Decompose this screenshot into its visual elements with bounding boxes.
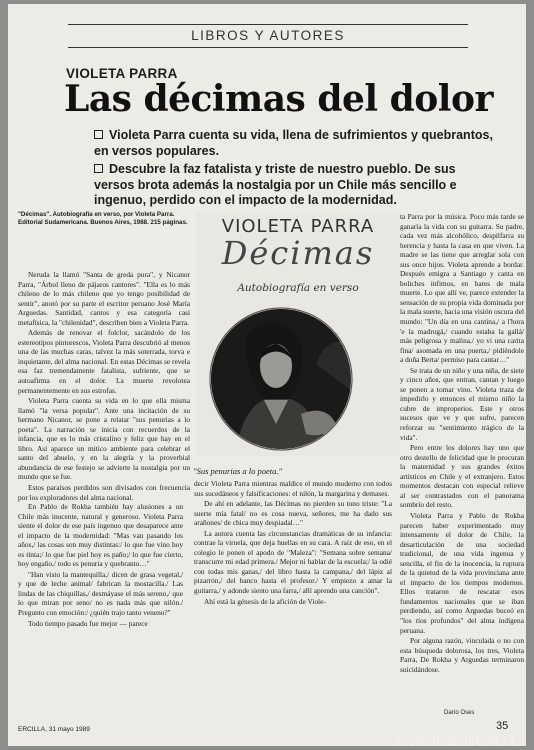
checkbox-bullet-icon xyxy=(94,164,103,173)
portrait-photo xyxy=(206,304,356,454)
paragraph: Neruda la llamó "Santa de greda pura", y Nicanor Parra, "Árbol lleno de pájaros cantores". "Ella es lo más chileno de lo más chileno que yo tengo posibilidad de sentir", anotó por su parte el escritor peruano José María Arguedas. Santidad, cantos y esa categoría casi metafísica, la "chilenidad", describen bien a Violeta Parra. xyxy=(18,270,190,327)
column-left-top xyxy=(18,270,190,503)
book-caption: "Décimas". Autobiografía en verso, por Violeta Parra. Editorial Sudamericana. Buenos Aires, 1988. 215 páginas. xyxy=(18,211,188,226)
checkbox-bullet-icon xyxy=(94,130,103,139)
magazine-page xyxy=(8,4,526,746)
paragraph: En Pablo de Rokha también hay alusiones a un Chile más inocente, natural y generoso. Violeta Parra siente el dolor de ese país ingenuo que desaparece ante el impacto de la modernidad: "Mas van pasando los años,/ las cosas son muy distintas:/ lo que fue vino hoy es tinta;/ lo que fue piel hoy es paño;/ lo que fue cierto, hoy engaño,/ todo es penuria y quebranto…" xyxy=(18,502,183,569)
headline: Las décimas del dolor xyxy=(64,78,493,120)
footer-publication: ERCILLA, 31 mayo 1989 xyxy=(18,726,90,733)
paragraph: Violeta Parra y Pablo de Rokha parecen haber experimentado muy intensamente el dolor de Chile, la desarticulación de una sociedad tradicional, de una vida ingenua y sencilla, el fin de la inocencia, la ruptura de la quietud de la vida provinciana ante el impacto de los tiempos modernos. Ellos trataron de rescatar esos fundamentos nacionales que se iban perdiendo, así como Arguedas buceó en "los ríos profundos" del alma indígena peruana. xyxy=(400,510,524,635)
dek-2 xyxy=(94,162,494,209)
dek-2-text: Descubre la faz fatalista y triste de nuestro pueblo. De sus versos brota además la nostalgia por un Chile más sencillo e ingenuo, perdido con el impacto de la modernidad. xyxy=(94,162,457,207)
paragraph: ta Parra por la música. Poco más tarde se ganaría la vida con su guitarra. Su padre, cada vez más alcohólico, despilfarra su herencia y hasta la casa en que viven. La madre se las tiene que arreglar sola con sus once hijos. Violeta aprende a bordar. Después emigra a Santiago y canta en boliches ínfimos, en bares de mala muerte. Lo que allí ve, parece extender la sensación de su propia vida dominada por la mala suerte, hacia una visión oscura del mundo: "Un día en una cantina,/ a l'hora 'e la madrugá,/ cuando estaba la gallá/ más peligrosa y malina,/ yo vi una carita fina/ asomada en una puerta,/ pidiéndole a doña Berta/ permiso para cantar…" xyxy=(400,212,524,365)
photo-caption: "Sus penurias a lo poeta." xyxy=(193,466,283,476)
paragraph: Todo tiempo pasado fue mejor — parece xyxy=(28,618,148,628)
book-cover-author: VIOLETA PARRA xyxy=(221,216,375,237)
kicker: VIOLETA PARRA xyxy=(66,66,178,81)
dek-1-text: Violeta Parra cuenta su vida, llena de sufrimientos y quebrantos, en versos populares. xyxy=(94,128,493,158)
watermark: memoriachilena.cl xyxy=(396,732,514,746)
paragraph: Pero entre los dolores hay uno que otro destello de felicidad que le procuran la maternidad y sus grandes éxitos artísticos en Chile y el extranjero. Estos momentos destacan con especial relieve al ser contrastados con el panorama sombrío del resto. xyxy=(400,443,524,510)
paragraph: Ahí está la génesis de la afición de Viole- xyxy=(204,596,326,606)
book-cover-title: Décimas xyxy=(221,234,375,272)
paragraph: De ahí en adelante, las Décimas no pierden su tono triste: "La suerte mía fatal/ no es cosa nueva, señores, me ha dado sus arañones/ de chica muy despiadal…" xyxy=(194,499,392,528)
paragraph: Violeta Parra cuenta su vida en lo que ella misma llamó "la versa popular". Ante una incitación de su hermano Nicanor, se pone a relatar "sus penurias a lo poeta". La narración se inicia con recuerdos de la infancia, que es lo más cristalino y feliz que hay en el libro. Así aparece un mitico ambiente para celebrar el santo del abuelo, y en la alegría y la proverbial abundancia de ese festejo se advierte la nostalgia por un mundo que se fue. xyxy=(18,396,190,482)
paragraph: "Han visto la mantequilla,/ dicen de grasa vegetal,/ y que de leche animal/ fabrican la mostacilla./ Las lindas de las chiquillas,/ desmáyase el más sereno,/ que lo que miran por seno/ no es nada más que nilón./ Pregunto con emoción:/ ¿quién trajo tanto veneno?" xyxy=(18,569,183,618)
author-signature: Darío Oses xyxy=(444,710,475,716)
paragraph: Se trata de un niño y una niña, de siete y cinco años, que entran, cantan y luego se ponen a tomar vino. Violeta traza de impedirlo y entonces el mismo niño la cubre de improperios. Este y otros sucesos que ve y que sufre, parecen reforzar su "sentimiento trágico de la vida". xyxy=(400,365,524,442)
paragraph: Estos paraísos perdidos son divisados con frecuencia por los exploradores del alma nacional. xyxy=(18,483,190,502)
dek-1 xyxy=(94,128,494,159)
column-middle xyxy=(194,479,392,607)
column-left xyxy=(18,502,183,629)
paragraph: Además de renovar el folclor, sacándolo de los estereotipos pintorescos, Violeta Parra descubrió al menos una de las muchas caras, talvez la más soterrada, torva e inquietante, del alma nacional. En estas Décimas se revela esa faz tremendamente fatalista, sufriente, que se autoafirma en el dolor. La muerte revolotea permanentemente en sus estrofas. xyxy=(18,328,190,395)
page-number: 35 xyxy=(496,720,509,732)
book-cover-subtitle: Autobiografía en verso xyxy=(237,282,359,294)
column-right xyxy=(400,212,524,675)
paragraph: decir Violeta Parra mientras maldice el mundo moderno con todos sus sucedáneos y falsificaciones: el nilón, la margarina y demases. xyxy=(194,479,392,498)
book-cover xyxy=(196,212,400,456)
section-header: LIBROS Y AUTORES xyxy=(68,24,468,48)
paragraph: Por alguna razón, vinculada o no con esta búsqueda dolorosa, los tres, Violeta Parra, De Rokha y Arguedas terminaron suicidándose. xyxy=(400,636,524,674)
paragraph: La autora cuenta las circunstancias dramáticas de su infancia: contrae la viruela, que deja huellas en su cara. A raíz de eso, en el colegio le ponen el apodo de "Maleza": "Semana sobre semana/ transcurre mi edad primera./ Mejor ni hablar de la escuela;/ la odié con todas mis ganas,/ del libro hasta la campana,/ del lápiz al pizarrón,/ del banco hasta el profesor./ Y empiezo a amar la guitarra,/ y adonde siento una farra,/ allí aprendo una canción". xyxy=(194,528,392,596)
